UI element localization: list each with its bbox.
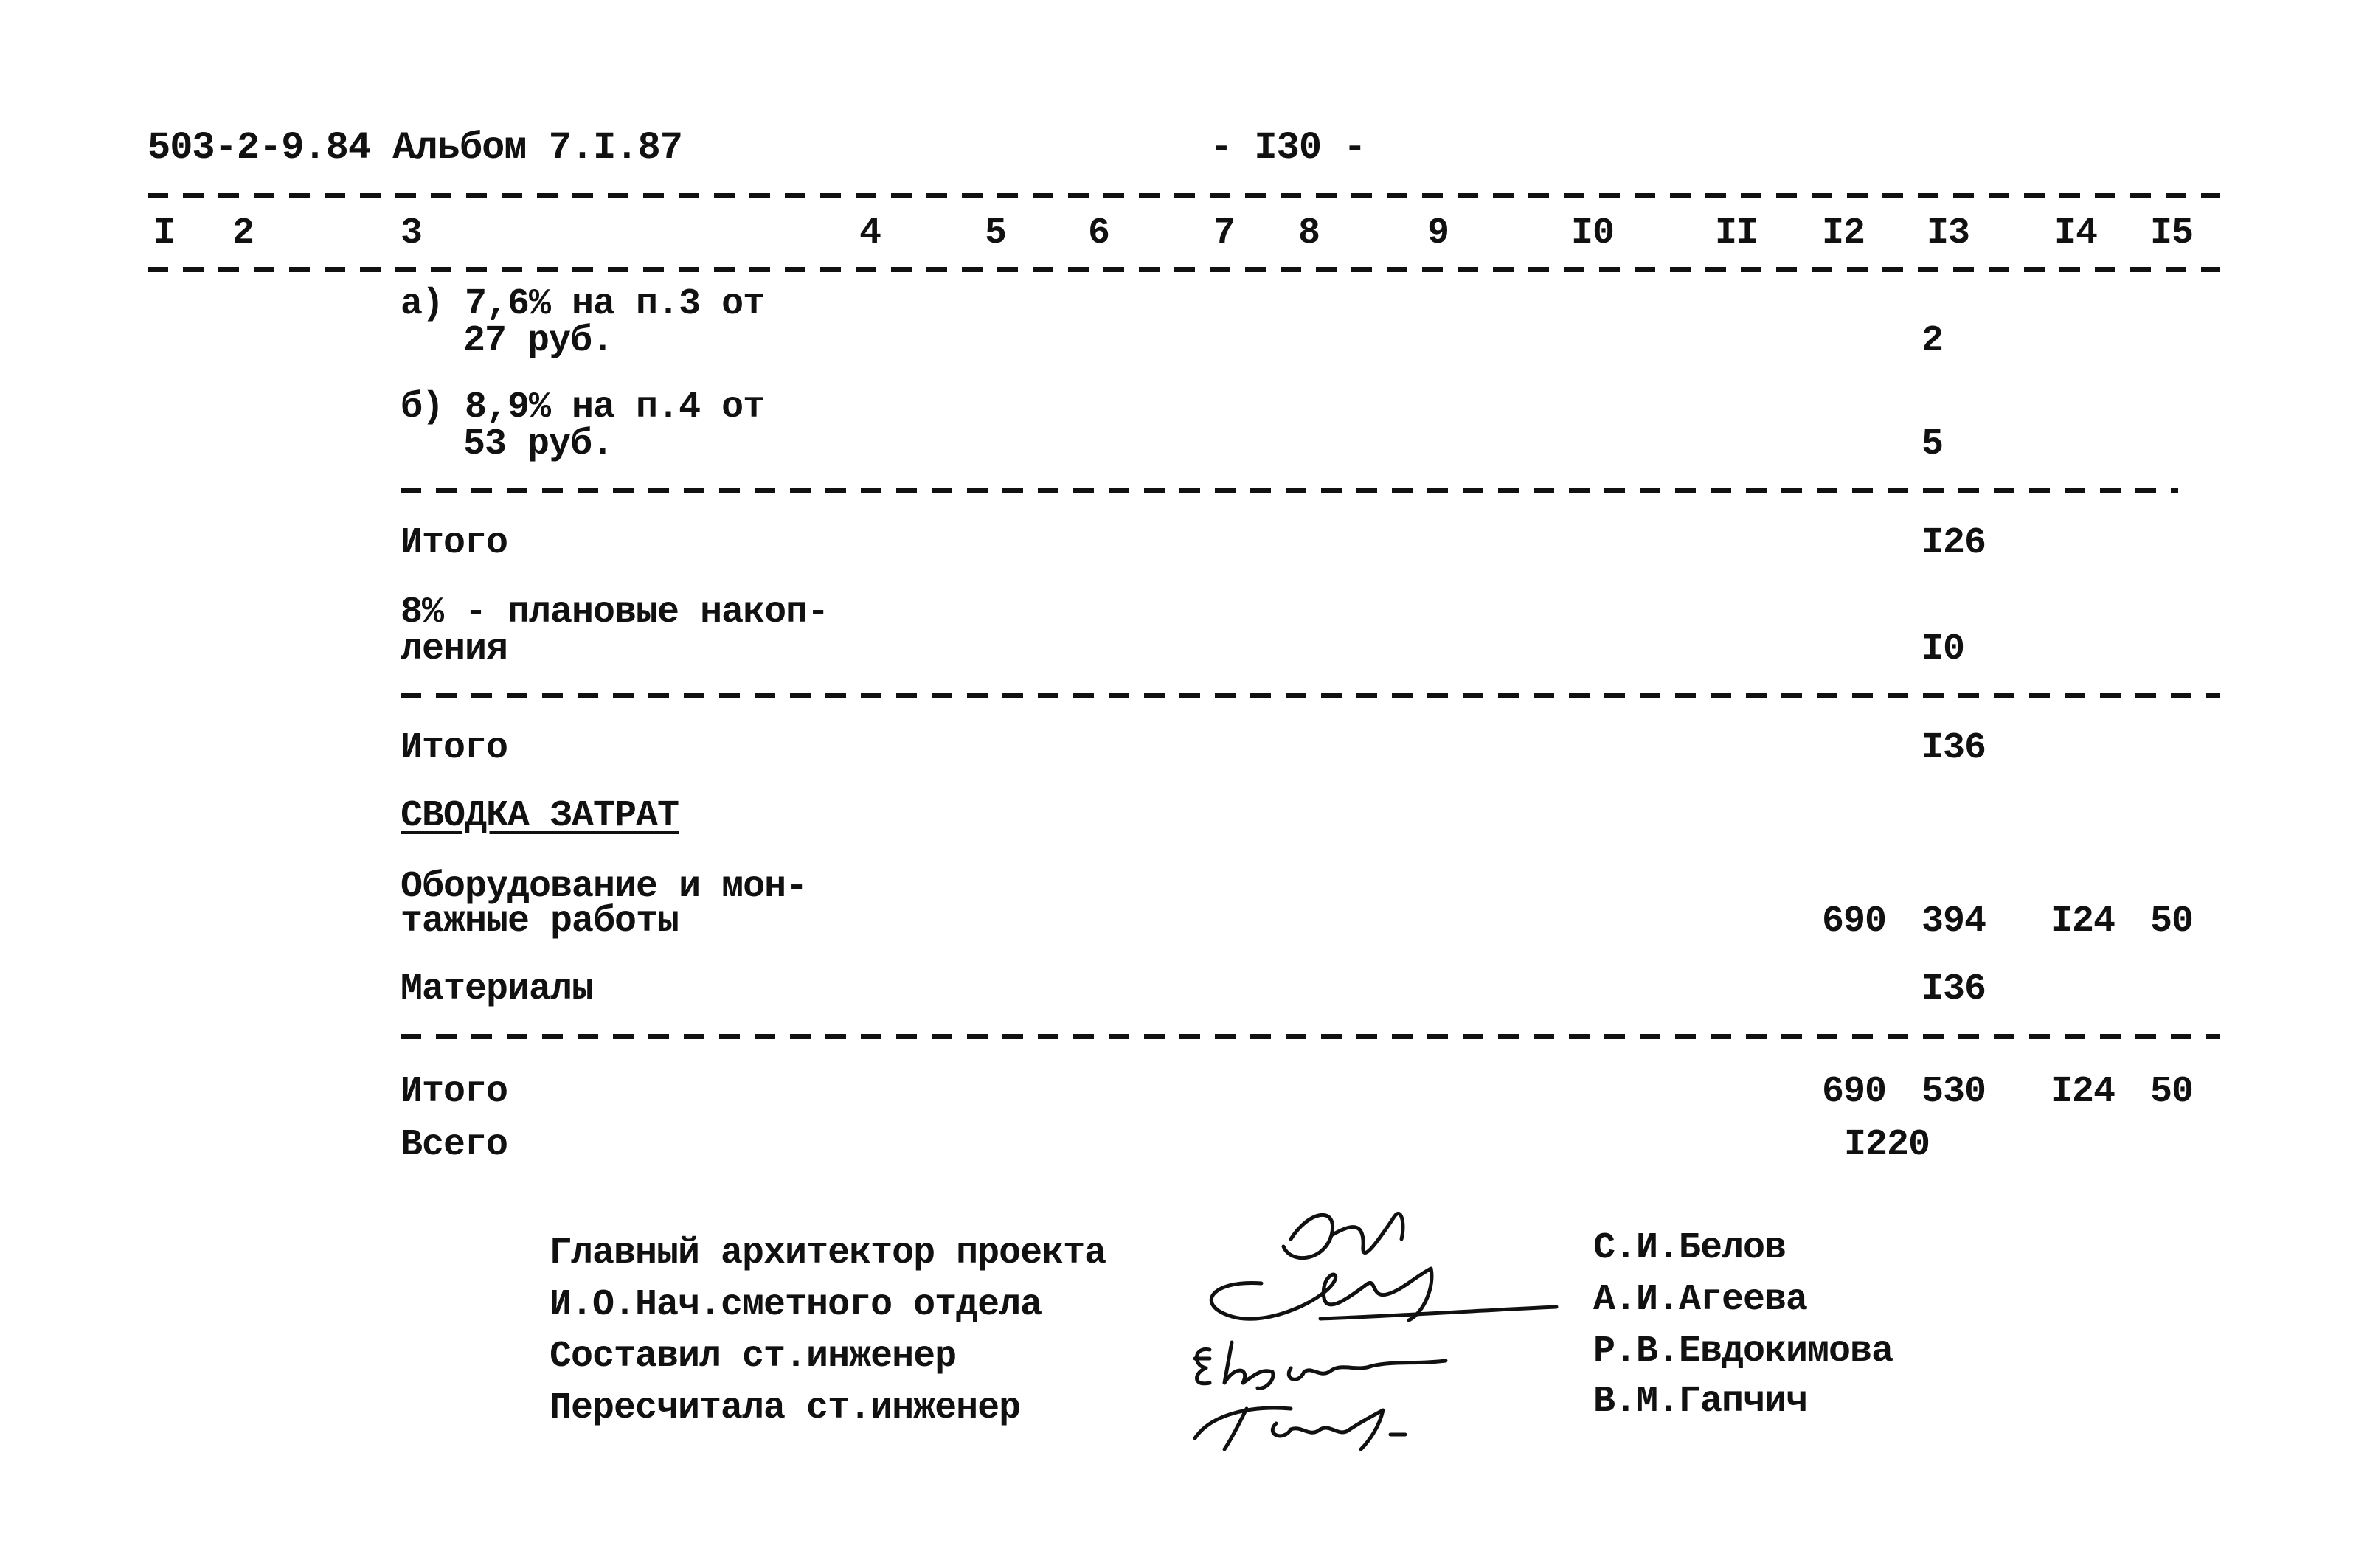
equipment-col12-value: 690 xyxy=(1822,901,1887,943)
grand-total-label: Всего xyxy=(401,1124,508,1166)
section-rule xyxy=(401,1034,2220,1039)
column-header: I5 xyxy=(2150,212,2194,254)
section-rule xyxy=(401,488,2178,493)
document-code: 503-2-9.84 Альбом 7.I.87 xyxy=(148,126,682,170)
signer-name: А.И.Агеева xyxy=(1593,1279,1808,1321)
row-a-col13-value: 2 xyxy=(1921,320,1944,362)
column-header: I0 xyxy=(1571,212,1615,254)
row-b-description-line2: 53 руб. xyxy=(463,423,614,465)
column-header: I3 xyxy=(1927,212,1970,254)
planned-savings-line2: ления xyxy=(401,628,508,670)
signer-name: В.М.Гапчич xyxy=(1593,1381,1808,1423)
column-header: 4 xyxy=(859,212,881,254)
subtotal-col13-value: I36 xyxy=(1921,727,1986,769)
total-label: Итого xyxy=(401,1071,508,1113)
total-col14-value: I24 xyxy=(2051,1071,2115,1113)
equipment-line2: тажные работы xyxy=(401,901,679,943)
column-header: 6 xyxy=(1088,212,1110,254)
signer-name: Р.В.Евдокимова xyxy=(1593,1331,1893,1373)
header-top-rule xyxy=(148,193,2220,198)
column-header: 7 xyxy=(1213,212,1236,254)
signer-role: И.О.Нач.сметного отдела xyxy=(550,1284,1042,1326)
column-header: 5 xyxy=(985,212,1007,254)
subtotal-col13-value: I26 xyxy=(1921,522,1986,564)
column-header: II xyxy=(1715,212,1758,254)
subtotal-label: Итого xyxy=(401,522,508,564)
section-rule xyxy=(401,693,2220,698)
row-a-description-line1: а) 7,6% на п.3 от xyxy=(401,283,765,325)
planned-savings-col13-value: I0 xyxy=(1921,628,1965,670)
column-header: 3 xyxy=(401,212,423,254)
column-header: 9 xyxy=(1427,212,1449,254)
row-b-col13-value: 5 xyxy=(1921,423,1944,465)
column-header: I4 xyxy=(2054,212,2098,254)
signer-role: Пересчитала ст.инженер xyxy=(550,1387,1021,1429)
total-col12-value: 690 xyxy=(1822,1071,1887,1113)
total-col15-value: 50 xyxy=(2150,1071,2194,1113)
equipment-line1: Оборудование и мон- xyxy=(401,866,808,908)
planned-savings-line1: 8% - плановые накоп- xyxy=(401,592,829,634)
subtotal-label: Итого xyxy=(401,727,508,769)
equipment-col15-value: 50 xyxy=(2150,901,2194,943)
row-a-description-line2: 27 руб. xyxy=(463,320,614,362)
row-b-description-line1: б) 8,9% на п.4 от xyxy=(401,386,765,429)
total-col13-value: 530 xyxy=(1921,1071,1986,1113)
equipment-col13-value: 394 xyxy=(1921,901,1986,943)
materials-label: Материалы xyxy=(401,968,594,1010)
handwritten-signature xyxy=(1180,1195,1564,1460)
materials-col13-value: I36 xyxy=(1921,968,1986,1010)
signer-name: С.И.Белов xyxy=(1593,1227,1787,1269)
column-header: I2 xyxy=(1822,212,1865,254)
page-number: - I30 - xyxy=(1210,126,1366,170)
grand-total-value: I220 xyxy=(1844,1124,1930,1166)
column-header: I xyxy=(153,212,176,254)
signer-role: Главный архитектор проекта xyxy=(550,1232,1106,1274)
summary-title: СВОДКА ЗАТРАТ xyxy=(401,795,679,837)
column-header: 8 xyxy=(1298,212,1320,254)
column-header: 2 xyxy=(232,212,254,254)
signer-role: Составил ст.инженер xyxy=(550,1336,957,1378)
header-bottom-rule xyxy=(148,267,2220,272)
equipment-col14-value: I24 xyxy=(2051,901,2115,943)
